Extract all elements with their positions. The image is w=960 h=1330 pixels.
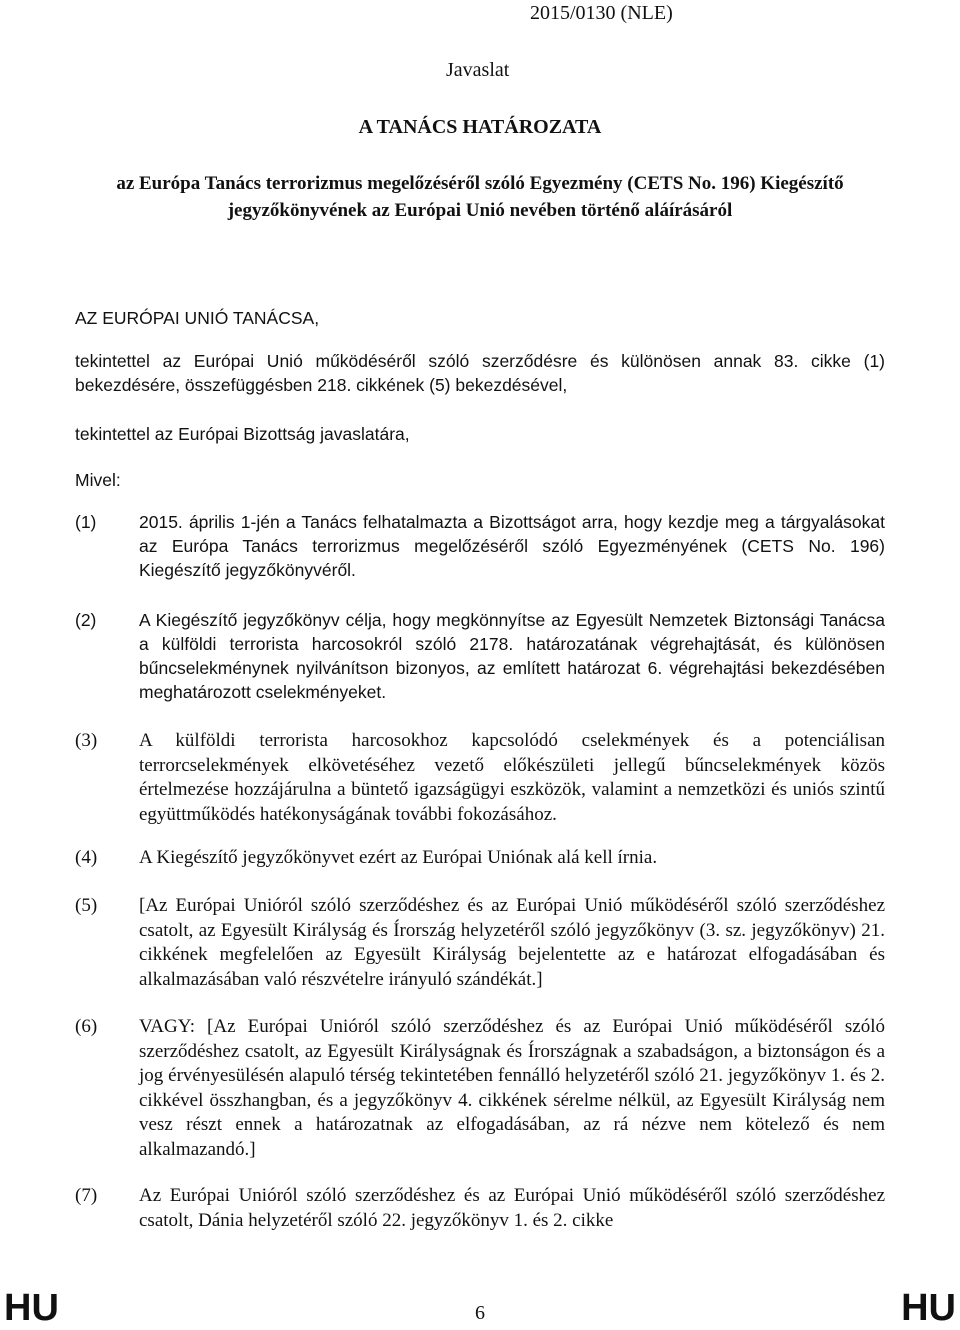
whereas-label: Mivel: bbox=[75, 470, 121, 490]
document-reference: 2015/0130 (NLE) bbox=[530, 2, 673, 24]
recital-number: (5) bbox=[75, 895, 98, 916]
footer-language-right: HU bbox=[901, 1287, 956, 1329]
document-subtitle: az Európa Tanács terrorizmus megelőzéséről szóló Egyezmény (CETS No. 196) Kiegészítő jegyzőkönyvének az Európai Unió nevében történő aláírásáról bbox=[116, 173, 844, 221]
recital-number: (3) bbox=[75, 730, 98, 751]
document-title: A TANÁCS HATÁROZATA bbox=[358, 116, 602, 138]
proposal-label: Javaslat bbox=[446, 59, 510, 81]
recital-text: A Kiegészítő jegyzőkönyvet ezért az Európai Uniónak alá kell írnia. bbox=[139, 847, 658, 868]
recital-number: (7) bbox=[75, 1185, 98, 1206]
recital-text: 2015. április 1-jén a Tanács felhatalmazta a Bizottságot arra, hogy kezdje meg a tárgyalásokat az Európa Tanács terrorizmus megelőzéséről szóló Egyezményének (CETS No. 196) Kiegészítő jegyzőkönyvéről. bbox=[139, 512, 885, 580]
recital-text: [Az Európai Unióról szóló szerződéshez és az Európai Unió működéséről szóló szerződéshez csatolt, az Egyesült Királyság és Írország helyzetéről szóló jegyzőkönyv (3. sz. jegyzőkönyv) 21. cikkének megfelelően az Egyesült Királyság bejelentette az e határozat elfogadásában és alkalmazásában való részvételre irányuló szándékát.] bbox=[139, 895, 885, 990]
recital-text: Az Európai Unióról szóló szerződéshez és az Európai Unió működéséről szóló szerződéshez csatolt, Dánia helyzetéről szóló 22. jegyzőkönyv 1. és 2. cikke bbox=[139, 1185, 885, 1231]
recital-number: (2) bbox=[75, 610, 97, 630]
council-heading: AZ EURÓPAI UNIÓ TANÁCSA, bbox=[75, 308, 320, 328]
footer-language-left: HU bbox=[4, 1287, 59, 1329]
recital-text: A külföldi terrorista harcosokhoz kapcsolódó cselekmények és a potenciálisan terrorcselekmények elkövetéséhez vezető előkészületi jellegű bűncselekmények közös értelmezése hozzájárulna a büntető igazságügyi eszközök, valamint a nemzetközi és uniós szintű együttműködés hatékonyságának további fokozásához. bbox=[139, 730, 885, 825]
recital-number: (1) bbox=[75, 512, 97, 532]
having-regard-treaty: tekintettel az Európai Unió működéséről szóló szerződésre és különösen annak 83. cikke (1) bekezdésére, összefüggésben 218. cikkének (5) bekezdésével, bbox=[75, 351, 885, 395]
recital-number: (6) bbox=[75, 1016, 98, 1037]
having-regard-commission: tekintettel az Európai Bizottság javaslatára, bbox=[75, 424, 410, 444]
recital-text: VAGY: [Az Európai Unióról szóló szerződéshez és az Európai Unió működéséről szóló szerződéshez csatolt, az Egyesült Királyságnak és Írországnak a szabadságon, a biztonságon és a jog érvényesülésén alapuló térség tekintetében fennálló helyzetéről szóló 21. jegyzőkönyv 1. és 2. cikkével összhangban, és a jegyzőkönyv 4. cikkének sérelme nélkül, az Egyesült Királyság nem vesz részt ennek a határozatnak az elfogadásában, az rá nézve nem kötelező és nem alkalmazandó.] bbox=[139, 1016, 885, 1160]
recital-number: (4) bbox=[75, 847, 98, 868]
page-number: 6 bbox=[475, 1302, 485, 1324]
recital-text: A Kiegészítő jegyzőkönyv célja, hogy megkönnyítse az Egyesült Nemzetek Biztonsági Tanácsa a külföldi terrorista harcosokról szóló 2178. határozatának végrehajtását, és különösen bűncselekménynek nyilvánítson bizonyos, az említett határozat 6. végrehajtási bekezdésében meghatározott cselekményeket. bbox=[139, 610, 885, 702]
